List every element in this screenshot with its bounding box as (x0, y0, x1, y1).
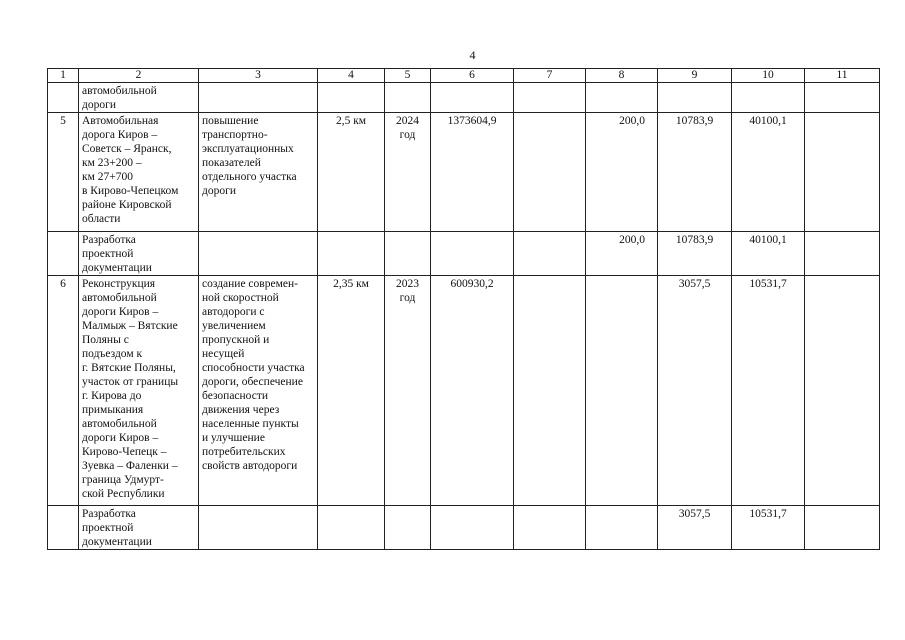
header-cell: 10 (732, 69, 805, 83)
header-cell: 2 (79, 69, 199, 83)
year-cell (385, 83, 431, 113)
year-cell: 2023 год (385, 276, 431, 506)
value-cell (431, 506, 514, 550)
purpose-cell (199, 83, 318, 113)
length-cell: 2,5 км (318, 113, 385, 232)
length-cell (318, 232, 385, 276)
header-cell: 11 (805, 69, 880, 83)
purpose-cell (199, 232, 318, 276)
row-number-cell: 5 (48, 113, 79, 232)
table-row (48, 83, 880, 113)
purpose-cell: повышение транспортно- эксплуатационных показателей отдельного участка дороги (199, 113, 318, 232)
length-cell (318, 506, 385, 550)
value-cell (514, 506, 586, 550)
year-cell (385, 506, 431, 550)
value-cell (586, 83, 658, 113)
value-cell: 40100,1 (732, 232, 805, 276)
value-cell (658, 83, 732, 113)
value-cell (514, 232, 586, 276)
value-cell (431, 232, 514, 276)
value-cell: 200,0 (586, 232, 658, 276)
value-cell (805, 506, 880, 550)
value-cell: 10531,7 (732, 276, 805, 506)
value-cell (805, 232, 880, 276)
row-number-cell: 6 (48, 276, 79, 506)
table-row (48, 113, 880, 232)
row-number-cell (48, 83, 79, 113)
value-cell: 3057,5 (658, 506, 732, 550)
value-cell: 10783,9 (658, 113, 732, 232)
header-cell: 8 (586, 69, 658, 83)
purpose-cell (199, 506, 318, 550)
purpose-cell: создание современ- ной скоростной автодороги с увеличением пропускной и несущей способности участка дороги, обеспечение безопасности движения через населенные пункты и улучшение потребительских свойств автодороги (199, 276, 318, 506)
table-row (48, 232, 880, 276)
row-number-cell (48, 232, 79, 276)
object-name-cell: Разработка проектной документации (79, 506, 199, 550)
value-cell: 10783,9 (658, 232, 732, 276)
object-name-cell: Автомобильная дорога Киров – Советск – Яранск, км 23+200 – км 27+700 в Кирово-Чепецком районе Кировской области (79, 113, 199, 232)
header-cell: 7 (514, 69, 586, 83)
object-name-cell: автомобильной дороги (79, 83, 199, 113)
header-cell: 5 (385, 69, 431, 83)
value-cell (732, 83, 805, 113)
value-cell: 10531,7 (732, 506, 805, 550)
year-cell: 2024 год (385, 113, 431, 232)
value-cell (514, 113, 586, 232)
header-row (48, 69, 880, 83)
value-cell: 40100,1 (732, 113, 805, 232)
value-cell: 200,0 (586, 113, 658, 232)
object-name-cell: Реконструкция автомобильной дороги Киров – Малмыж – Вятские Поляны с подъездом к г. Вятские Поляны, участок от границы г. Кирова до примыкания автомобильной дороги Киров – Кирово-Чепецк – Зуевка – Фаленки – граница Удмурт- ской Республики (79, 276, 199, 506)
header-cell: 1 (48, 69, 79, 83)
value-cell (586, 506, 658, 550)
table-row (48, 276, 880, 506)
value-cell: 1373604,9 (431, 113, 514, 232)
header-cell: 4 (318, 69, 385, 83)
table-row (48, 506, 880, 550)
data-table (47, 68, 880, 550)
object-name-cell: Разработка проектной документации (79, 232, 199, 276)
value-cell (586, 276, 658, 506)
length-cell: 2,35 км (318, 276, 385, 506)
year-cell (385, 232, 431, 276)
header-cell: 6 (431, 69, 514, 83)
value-cell (514, 276, 586, 506)
page-number: 4 (469, 48, 476, 62)
header-cell: 9 (658, 69, 732, 83)
value-cell (805, 113, 880, 232)
value-cell (431, 83, 514, 113)
value-cell: 600930,2 (431, 276, 514, 506)
value-cell: 3057,5 (658, 276, 732, 506)
value-cell (805, 276, 880, 506)
length-cell (318, 83, 385, 113)
row-number-cell (48, 506, 79, 550)
value-cell (514, 83, 586, 113)
header-cell: 3 (199, 69, 318, 83)
value-cell (805, 83, 880, 113)
